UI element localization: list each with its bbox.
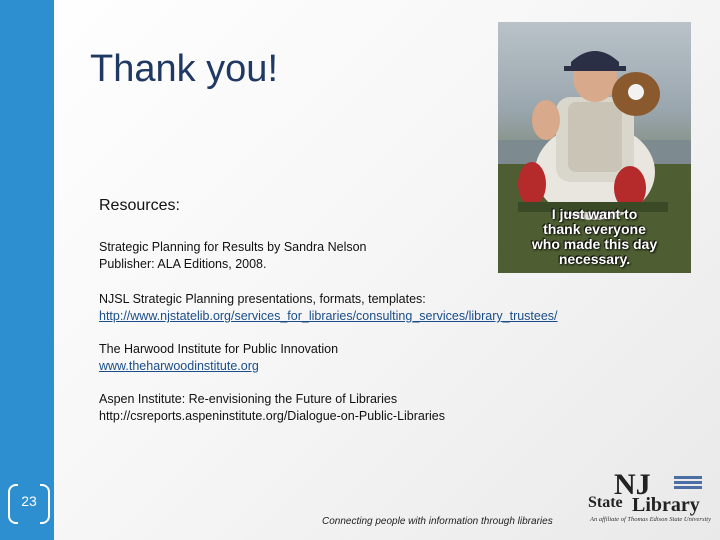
resource-item (99, 341, 338, 375)
slide-title: Thank you! (90, 48, 278, 90)
resource-item (99, 239, 367, 273)
logo-state: State (588, 494, 623, 511)
logo-nj: NJ (614, 468, 651, 501)
slide-number-badge (8, 484, 50, 520)
resource-item (99, 391, 445, 425)
left-accent-bar (0, 0, 54, 540)
photo-caption (498, 207, 691, 267)
resource-url-text: http://csreports.aspeninstitute.org/Dialogue-on-Public-Libraries (99, 409, 446, 423)
caption-line: necessary. (558, 251, 631, 267)
resource-title: Aspen Institute: Re-envisioning the Future of Libraries (99, 392, 398, 406)
resource-title: NJSL Strategic Planning presentations, formats, templates: (99, 292, 426, 306)
njsl-resource-link[interactable]: http://www.njstatelib.org/services_for_libraries/consulting_services/library_trustees/ (99, 309, 558, 323)
resource-title: The Harwood Institute for Public Innovation (99, 342, 339, 356)
harwood-link[interactable]: www.theharwoodinstitute.org (99, 359, 259, 373)
resource-title: Strategic Planning for Results by Sandra Nelson (99, 240, 367, 254)
caption-line: who made this day (531, 236, 658, 252)
book-stripes-icon (674, 476, 702, 496)
resource-publisher: Publisher: ALA Editions, 2008. (99, 257, 267, 271)
logo-subtitle: An affiliate of Thomas Edison State University (590, 516, 711, 523)
footer-tagline: Connecting people with information through libraries (322, 516, 553, 527)
catcher-photo (498, 22, 691, 273)
logo-library: Library (632, 494, 700, 516)
resource-item (99, 291, 558, 325)
nj-state-library-logo (588, 468, 711, 526)
slide-number: 23 (21, 493, 37, 509)
resources-heading: Resources: (99, 197, 180, 214)
caption-line: thank everyone (543, 221, 646, 237)
caption-line: I just want to (551, 206, 638, 222)
